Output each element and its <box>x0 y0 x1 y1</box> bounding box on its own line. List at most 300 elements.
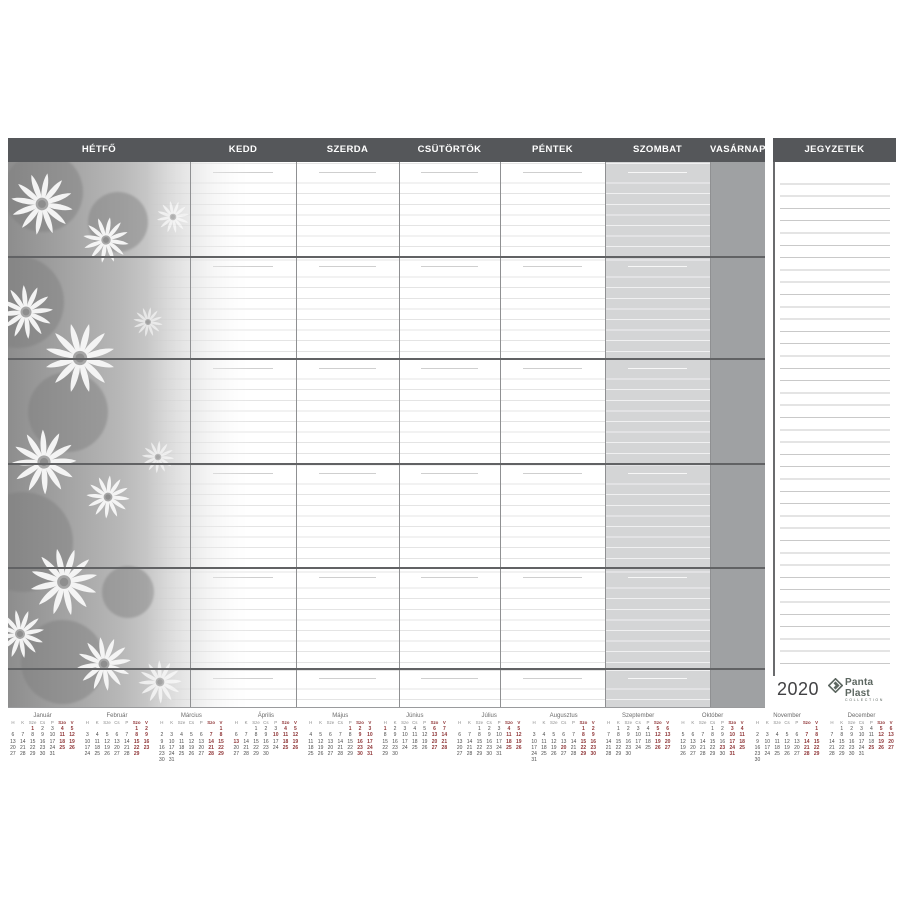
mini-day: 17 <box>168 744 175 751</box>
mini-day: 20 <box>10 744 16 751</box>
mini-day: 11 <box>645 732 651 739</box>
mini-day-header: V <box>517 720 521 725</box>
mini-day: 17 <box>496 738 502 745</box>
mini-day: 22 <box>253 744 259 751</box>
mini-day: 30 <box>357 751 363 758</box>
mini-day: 27 <box>664 744 671 751</box>
planner-cell-r5-c4 <box>399 567 500 668</box>
mini-day: 24 <box>496 744 502 751</box>
mini-day: 7 <box>21 732 25 739</box>
mini-calendar-month-name: Szeptember <box>621 713 655 719</box>
mini-day-header: K <box>95 720 99 725</box>
mini-day: 6 <box>889 726 893 732</box>
mini-day: 8 <box>581 732 585 739</box>
mini-day: 4 <box>542 732 546 739</box>
mini-day: 1 <box>477 726 481 732</box>
mini-day: 3 <box>50 726 54 732</box>
mini-day-header: Cs <box>263 720 269 725</box>
mini-day: 13 <box>10 738 16 745</box>
mini-day: 31 <box>531 757 537 764</box>
mini-day: 24 <box>49 744 56 751</box>
mini-day: 28 <box>337 751 344 758</box>
mini-day-header: Cs <box>337 720 343 725</box>
mini-day: 22 <box>133 744 140 751</box>
mini-day: 4 <box>507 726 511 732</box>
mini-day-header: H <box>458 720 462 725</box>
mini-day-header: Szo <box>877 720 886 725</box>
mini-day: 5 <box>105 732 109 739</box>
mini-day: 14 <box>337 738 344 745</box>
planner-cell-r6-c6 <box>605 668 710 708</box>
mini-day: 24 <box>168 751 175 758</box>
planner-cell-r4-c7 <box>710 463 765 567</box>
mini-day: 4 <box>95 732 99 739</box>
mini-day: 7 <box>468 732 471 739</box>
mini-day: 27 <box>198 751 205 758</box>
mini-day-header: Sze <box>847 720 856 725</box>
mini-day: 3 <box>403 726 407 732</box>
mini-day: 4 <box>284 726 287 732</box>
mini-day: 16 <box>263 738 269 745</box>
mini-day: 4 <box>646 726 650 732</box>
mini-day: 5 <box>552 732 556 739</box>
mini-day: 10 <box>531 738 537 745</box>
mini-day: 27 <box>560 751 567 758</box>
planner-cell-r1-c7 <box>710 162 765 256</box>
mini-day: 19 <box>188 744 195 751</box>
mini-day: 18 <box>645 738 651 745</box>
mini-day-header: P <box>348 720 352 725</box>
mini-day-header: Sze <box>326 720 335 725</box>
mini-day: 18 <box>506 738 512 745</box>
mini-calendar-month-name: Január <box>33 713 52 719</box>
weekly-planner-grid <box>8 162 765 708</box>
mini-day: 27 <box>690 751 696 758</box>
mini-calendar-11 <box>753 712 822 772</box>
mini-day: 13 <box>560 738 567 745</box>
mini-day: 21 <box>829 744 835 751</box>
mini-day: 16 <box>719 738 726 745</box>
mini-day: 5 <box>190 732 193 739</box>
mini-calendar-month-name: December <box>847 713 876 719</box>
planner-cell-r2-c3 <box>296 256 399 358</box>
mini-calendar-grid <box>455 720 524 757</box>
mini-day: 20 <box>327 744 334 751</box>
mini-day: 20 <box>456 744 463 751</box>
mini-day: 25 <box>868 744 875 751</box>
mini-day: 28 <box>441 744 448 751</box>
mini-day: 21 <box>570 744 577 751</box>
mini-day: 15 <box>29 738 36 745</box>
mini-day: 13 <box>233 738 240 745</box>
mini-day: 3 <box>497 726 501 732</box>
mini-day-header: V <box>815 720 819 725</box>
mini-day: 9 <box>264 732 268 739</box>
mini-day-header: P <box>646 720 650 725</box>
mini-day: 7 <box>830 732 834 739</box>
mini-day: 19 <box>655 738 661 745</box>
row-separator-1 <box>8 256 765 258</box>
mini-day-empty <box>643 751 653 757</box>
mini-day: 18 <box>178 744 185 751</box>
mini-day-header: Sze <box>177 720 186 725</box>
mini-day-header: Sze <box>773 720 781 725</box>
mini-day: 11 <box>308 738 314 745</box>
mini-day-header: Sze <box>401 720 409 725</box>
mini-day-header: V <box>889 720 893 725</box>
mini-day: 13 <box>198 738 205 745</box>
mini-day-header: K <box>616 720 620 725</box>
mini-day: 1 <box>254 726 258 732</box>
mini-day: 29 <box>347 751 353 758</box>
mini-day: 31 <box>168 757 175 764</box>
mini-day-header: P <box>720 720 724 725</box>
mini-day: 11 <box>59 732 65 739</box>
mini-day: 4 <box>309 732 313 739</box>
notes-column <box>773 162 896 708</box>
mini-day: 15 <box>382 738 388 745</box>
mini-day: 6 <box>115 732 119 739</box>
mini-day-empty <box>802 757 812 763</box>
mini-day: 23 <box>357 744 363 751</box>
mini-day: 28 <box>243 751 249 758</box>
mini-day: 1 <box>31 726 35 732</box>
mini-day-header: K <box>468 720 471 725</box>
mini-day-header: Cs <box>486 720 492 725</box>
mini-day-empty <box>186 757 196 763</box>
mini-day: 2 <box>145 726 148 732</box>
mini-day: 14 <box>124 738 130 745</box>
mini-day-header: P <box>274 720 278 725</box>
mini-day: 21 <box>466 744 473 751</box>
mini-day-header: Szo <box>430 720 439 725</box>
mini-day: 4 <box>60 726 64 732</box>
mini-day: 19 <box>784 744 790 751</box>
mini-day: 26 <box>878 744 884 751</box>
mini-day: 21 <box>124 744 130 751</box>
mini-day: 7 <box>125 732 129 739</box>
mini-calendar-grid <box>157 720 226 764</box>
mini-day: 18 <box>59 738 65 745</box>
notes-header-label: JEGYZETEK <box>804 144 865 155</box>
mini-day: 12 <box>317 738 324 745</box>
mini-day: 25 <box>774 751 780 758</box>
mini-day: 20 <box>114 744 120 751</box>
planner-cell-r1-c3 <box>296 162 399 256</box>
mini-day: 12 <box>878 732 884 739</box>
mini-day: 22 <box>218 744 224 751</box>
mini-day: 30 <box>719 751 726 758</box>
mini-day-header: P <box>795 720 799 725</box>
mini-day: 11 <box>94 738 100 745</box>
mini-day-empty <box>886 751 896 757</box>
mini-day: 23 <box>263 744 269 751</box>
mini-day: 12 <box>292 732 299 739</box>
column-separator-5 <box>605 162 606 708</box>
mini-day: 17 <box>402 738 408 745</box>
mini-calendar-month-name: Április <box>257 713 275 719</box>
mini-day: 23 <box>392 744 398 751</box>
mini-day: 25 <box>307 751 314 758</box>
mini-day: 19 <box>421 738 428 745</box>
mini-day: 25 <box>739 744 745 751</box>
mini-day: 2 <box>264 726 268 732</box>
mini-day: 29 <box>382 751 388 758</box>
mini-day: 29 <box>218 751 224 758</box>
mini-day: 10 <box>367 732 373 739</box>
mini-day: 6 <box>562 732 566 739</box>
notes-header-bar <box>773 138 896 162</box>
mini-day: 24 <box>531 751 537 758</box>
mini-calendar-10 <box>678 712 747 772</box>
mini-day: 8 <box>815 732 818 739</box>
mini-day: 2 <box>721 726 724 732</box>
mini-day-empty <box>588 757 598 763</box>
mini-day: 27 <box>888 744 894 751</box>
mini-day-empty <box>772 757 782 763</box>
mini-day: 23 <box>625 744 632 751</box>
mini-day-empty <box>539 757 549 763</box>
mini-day: 6 <box>666 726 670 732</box>
mini-calendar-month-name: Március <box>180 713 202 719</box>
mini-day: 7 <box>209 732 213 739</box>
mini-day: 13 <box>664 732 671 739</box>
mini-day-empty <box>57 751 67 757</box>
mini-day: 11 <box>412 732 418 739</box>
mini-day: 16 <box>754 744 761 751</box>
mini-day: 25 <box>645 744 651 751</box>
mini-day: 10 <box>858 732 865 739</box>
mini-calendar-grid <box>827 720 896 757</box>
mini-day: 31 <box>729 751 736 758</box>
mini-day: 12 <box>104 738 110 745</box>
mini-day: 20 <box>664 738 671 745</box>
planner-cell-r3-c6 <box>605 358 710 463</box>
mini-day: 13 <box>794 738 800 745</box>
mini-day-empty <box>782 757 792 763</box>
planner-cell-r5-c7 <box>710 567 765 668</box>
planner-cell-r2-c7 <box>710 256 765 358</box>
grid-bottom-edge <box>8 707 765 708</box>
row-separator-3 <box>8 463 765 465</box>
planner-cell-r3-c5 <box>500 358 605 463</box>
mini-day: 23 <box>39 744 46 751</box>
mini-day: 9 <box>487 732 491 739</box>
mini-day-header: K <box>542 720 546 725</box>
mini-day: 3 <box>636 726 640 732</box>
mini-day: 14 <box>803 738 810 745</box>
mini-day-empty <box>653 751 663 757</box>
mini-day-header: Szo <box>728 720 737 725</box>
planner-cell-r3-c7 <box>710 358 765 463</box>
mini-day-empty <box>420 751 430 757</box>
mini-day: 31 <box>49 751 56 758</box>
mini-day-header: K <box>765 720 769 725</box>
mini-day-empty <box>812 757 822 763</box>
mini-day-header: V <box>219 720 223 725</box>
mini-day: 18 <box>868 738 875 745</box>
mini-day: 15 <box>709 738 716 745</box>
mini-day: 13 <box>431 732 438 739</box>
brand-diamond-icon <box>828 678 843 698</box>
mini-day-header: H <box>383 720 387 725</box>
mini-day: 9 <box>626 732 630 739</box>
mini-day-header: Szo <box>207 720 216 725</box>
mini-day: 10 <box>635 732 641 739</box>
mini-day-header: P <box>869 720 873 725</box>
mini-calendar-1 <box>8 712 77 772</box>
mini-day-empty <box>737 751 747 757</box>
mini-day: 1 <box>581 726 585 732</box>
mini-day: 5 <box>879 726 883 732</box>
mini-day: 19 <box>878 738 884 745</box>
mini-day: 19 <box>292 738 299 745</box>
planner-cell-r4-c5 <box>500 463 605 567</box>
mini-day: 20 <box>560 744 567 751</box>
mini-day: 20 <box>233 744 240 751</box>
mini-day-empty <box>430 751 440 757</box>
mini-day: 30 <box>392 751 398 758</box>
column-separator-6 <box>710 162 711 708</box>
mini-day: 12 <box>188 738 195 745</box>
mini-day: 18 <box>282 738 289 745</box>
planner-cell-r6-c5 <box>500 668 605 708</box>
mini-day-empty <box>876 751 886 757</box>
mini-day: 28 <box>570 751 577 758</box>
mini-day: 3 <box>765 732 769 739</box>
mini-day: 1 <box>815 726 818 732</box>
mini-day: 23 <box>486 744 492 751</box>
mini-day: 5 <box>785 732 789 739</box>
mini-day-empty <box>67 751 77 757</box>
mini-day-header: V <box>293 720 297 725</box>
mini-day: 7 <box>244 732 248 739</box>
mini-day-header: Cs <box>784 720 790 725</box>
mini-day: 9 <box>160 738 164 745</box>
mini-day: 9 <box>393 732 397 739</box>
mini-day: 25 <box>59 744 65 751</box>
mini-day: 15 <box>476 738 483 745</box>
mini-day: 16 <box>159 744 165 751</box>
mini-calendar-2 <box>82 712 151 772</box>
mini-day: 1 <box>135 726 139 732</box>
mini-day: 8 <box>711 732 714 739</box>
mini-day: 21 <box>803 744 810 751</box>
mini-day: 27 <box>327 751 334 758</box>
mini-calendar-grid <box>8 720 77 757</box>
mini-day: 18 <box>94 744 100 751</box>
mini-day: 7 <box>701 732 705 739</box>
mini-day: 29 <box>838 751 845 758</box>
mini-day-empty <box>569 757 579 763</box>
row-separator-4 <box>8 567 765 569</box>
mini-day: 1 <box>383 726 387 732</box>
mini-day-header: H <box>681 720 685 725</box>
mini-day: 28 <box>829 751 835 758</box>
mini-day: 4 <box>869 726 873 732</box>
planner-cell-r4-c3 <box>296 463 399 567</box>
mini-day: 3 <box>85 732 89 739</box>
mini-day: 23 <box>590 744 597 751</box>
mini-day: 28 <box>124 751 130 758</box>
mini-calendar-grid <box>380 720 449 757</box>
mini-day: 22 <box>580 744 587 751</box>
mini-day: 26 <box>680 751 686 758</box>
mini-day: 23 <box>159 751 165 758</box>
mini-calendar-12 <box>827 712 896 772</box>
mini-day: 10 <box>764 738 771 745</box>
mini-day-header: Sze <box>550 720 558 725</box>
mini-day-empty <box>866 751 876 757</box>
mini-day: 6 <box>458 732 462 739</box>
mini-day: 8 <box>135 732 139 739</box>
weekday-header-6: SZOMBAT <box>632 144 683 155</box>
mini-day: 10 <box>84 738 91 745</box>
mini-day: 28 <box>699 751 706 758</box>
column-separator-3 <box>399 162 400 708</box>
mini-day: 9 <box>721 732 724 739</box>
weekday-header-1: HÉTFŐ <box>81 144 117 155</box>
mini-day: 28 <box>466 751 473 758</box>
mini-day-header: H <box>532 720 536 725</box>
mini-day-header: Cs <box>188 720 195 725</box>
mini-calendar-month-name: Május <box>332 713 349 719</box>
mini-day-header: V <box>70 720 74 725</box>
mini-day: 29 <box>476 751 483 758</box>
planner-cell-r4-c4 <box>399 463 500 567</box>
mini-day: 10 <box>496 732 502 739</box>
row-separator-5 <box>8 668 765 670</box>
mini-day: 9 <box>145 732 148 739</box>
mini-day: 19 <box>317 744 324 751</box>
weekday-header-bar <box>8 138 765 162</box>
mini-day: 16 <box>392 738 398 745</box>
mini-day-header: Cs <box>560 720 567 725</box>
mini-day: 29 <box>29 751 36 758</box>
mini-day: 30 <box>263 751 269 758</box>
mini-day: 5 <box>319 732 322 739</box>
brand-subtitle: COLLECTION <box>845 698 884 702</box>
mini-day: 26 <box>188 751 195 758</box>
mini-day: 25 <box>506 744 512 751</box>
mini-day-header: H <box>309 720 313 725</box>
planner-cell-r1-c6 <box>605 162 710 256</box>
mini-day: 21 <box>605 744 612 751</box>
mini-day: 24 <box>84 751 91 758</box>
mini-day-header: K <box>393 720 397 725</box>
mini-day: 15 <box>813 738 820 745</box>
mini-day-header: Szo <box>58 720 67 725</box>
mini-day: 2 <box>756 732 759 739</box>
mini-calendar-month-name: Február <box>106 713 128 719</box>
mini-day: 17 <box>49 738 56 745</box>
planner-cell-r6-c4 <box>399 668 500 708</box>
mini-day: 14 <box>243 738 249 745</box>
mini-day: 15 <box>253 738 259 745</box>
mini-day: 12 <box>516 732 522 739</box>
mini-day-empty <box>400 751 410 757</box>
mini-day: 30 <box>754 757 761 764</box>
mini-day-empty <box>504 751 514 757</box>
mini-day: 18 <box>307 744 314 751</box>
mini-day: 17 <box>367 738 373 745</box>
mini-day: 21 <box>19 744 26 751</box>
mini-day-header: Szo <box>505 720 513 725</box>
mini-day: 1 <box>617 726 620 732</box>
mini-day: 29 <box>253 751 259 758</box>
mini-day: 25 <box>541 751 547 758</box>
mini-day: 30 <box>848 751 855 758</box>
